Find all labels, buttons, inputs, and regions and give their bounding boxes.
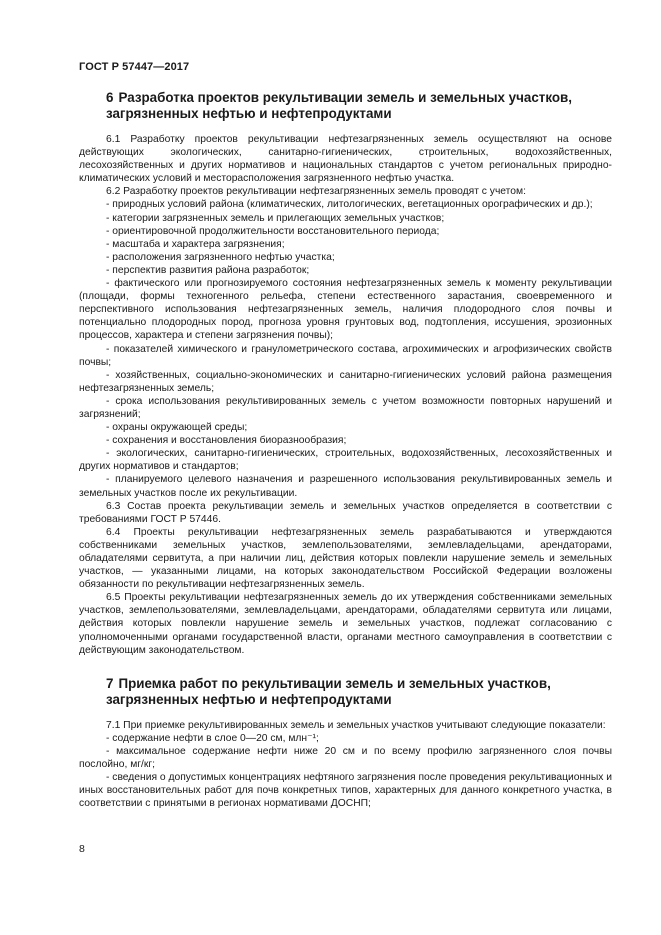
- list-item: - экологических, санитарно-гигиенических, строительных, водохозяйственных, лесохозяйственных и других нормативов и стандартов;: [79, 448, 612, 473]
- paragraph-6-1: 6.1 Разработку проектов рекультивации нефтезагрязненных земель осуществляют на основе действующих экологических, санитарно-гигиенических, строительных, водохозяйственных, лесохозяйственных и других нормативов и национальных стандартов с учетом региональных природно-климатических условий и месторасположения загрязненного нефтью участка.: [79, 134, 612, 185]
- section-7-title-line-1: Приемка работ по рекультивации земель и земельных участков,: [118, 675, 551, 691]
- list-item: - планируемого целевого назначения и разрешенного использования рекультивированных земель и земельных участков после их рекультивации.: [79, 474, 612, 499]
- list-item: - охраны окружающей среды;: [106, 422, 248, 434]
- section-6-title: [79, 90, 612, 122]
- document-body: [79, 90, 612, 810]
- list-item: - хозяйственных, социально-экономических и санитарно-гигиенических условий района размещения нефтезагрязненных земель;: [79, 369, 612, 394]
- section-7-title: [79, 676, 612, 708]
- section-6-title-line-1: Разработка проектов рекультивации земель и земельных участков,: [118, 90, 573, 105]
- list-item: - сведения о допустимых концентрациях нефтяного загрязнения после проведения рекультивационных и иных восстановительных работ для почв конкретных типов, характерных для данного конкретного участка, в соответствии с принятыми в регионах нормативами ДОСНП;: [79, 772, 613, 810]
- paragraph-6-5: 6.5 Проекты рекультивации нефтезагрязненных земель до их утверждения собственниками земельных участков, землепользователями, землевладельцами, арендаторами, обладателями сервитута или лицами, действия которых повлекли нарушение земель и земельных участков, подлежат согласованию с уполномоченными органами государственной власти, органами местного самоуправления в соответствии с действующим законодательством.: [79, 592, 612, 656]
- section-7-number: 7: [106, 675, 114, 691]
- list-item: - природных условий района (климатических, литологических, вегетационных орографических и др.);: [106, 199, 593, 211]
- list-item: - показателей химического и гранулометрического состава, агрохимических и агрофизических свойств почвы;: [79, 343, 612, 368]
- paragraph-7-1: 7.1 При приемке рекультивированных земель и земельных участков учитывают следующие показатели:: [106, 719, 606, 731]
- list-item: - масштаба и характера загрязнения;: [106, 238, 285, 250]
- list-item: - срока использования рекультивированных земель с учетом возможности повторных нарушений и загрязнений;: [79, 395, 612, 420]
- list-item: - расположения загрязненного нефтью участка;: [106, 251, 335, 263]
- section-7: [79, 676, 612, 811]
- section-6-number: 6: [106, 90, 114, 105]
- page-number: 8: [79, 843, 85, 855]
- list-item: - ориентировочной продолжительности восстановительного периода;: [106, 225, 440, 237]
- section-6-title-line-2: загрязненных нефтью и нефтепродуктами: [106, 106, 392, 121]
- list-item: - содержание нефти в слое 0—20 см, млн⁻¹;: [106, 732, 319, 744]
- section-7-title-line-2: загрязненных нефтью и нефтепродуктами: [106, 691, 392, 707]
- paragraph-6-2: 6.2 Разработку проектов рекультивации нефтезагрязненных земель проводят с учетом:: [106, 186, 526, 198]
- section-6: [79, 90, 612, 657]
- paragraph-6-3: 6.3 Состав проекта рекультивации земель и земельных участков определяется в соответствии с требованиями ГОСТ Р 57446.: [79, 500, 612, 525]
- list-item: - максимальное содержание нефти ниже 20 см и по всему профилю загрязненного слоя почвы послойно, мг/кг;: [79, 745, 612, 771]
- list-item: - сохранения и восстановления биоразнообразия;: [106, 435, 347, 447]
- paragraph-6-4: 6.4 Проекты рекультивации нефтезагрязненных земель разрабатываются и утверждаются собственниками земельных участков, землепользователями, землевладельцами, арендаторами, обладателями сервитута, а при наличии лиц, действия которых повлекли нарушение земель и земельных участков, — указанными лицами, на которых законодательством Российской Федерации возложены обязанности по рекультивации нефтезагрязненных земель.: [79, 526, 612, 591]
- list-item: - перспектив развития района разработок;: [106, 264, 310, 276]
- list-item: - категории загрязненных земель и прилегающих земельных участков;: [106, 212, 445, 224]
- list-item: - фактического или прогнозируемого состояния нефтезагрязненных земель к моменту рекультивации (площади, формы техногенного рельефа, степени естественного зарастания, своевременного и перспективного использования нефтезагрязненных земель, наличия плодородного слоя почвы и потенциально плодородных пород, прогноза уровня грунтовых вод, подтопления, иссушения, эрозионных процессов, характера и степени загрязнения почвы);: [79, 278, 612, 342]
- document-header: ГОСТ Р 57447—2017: [79, 61, 190, 73]
